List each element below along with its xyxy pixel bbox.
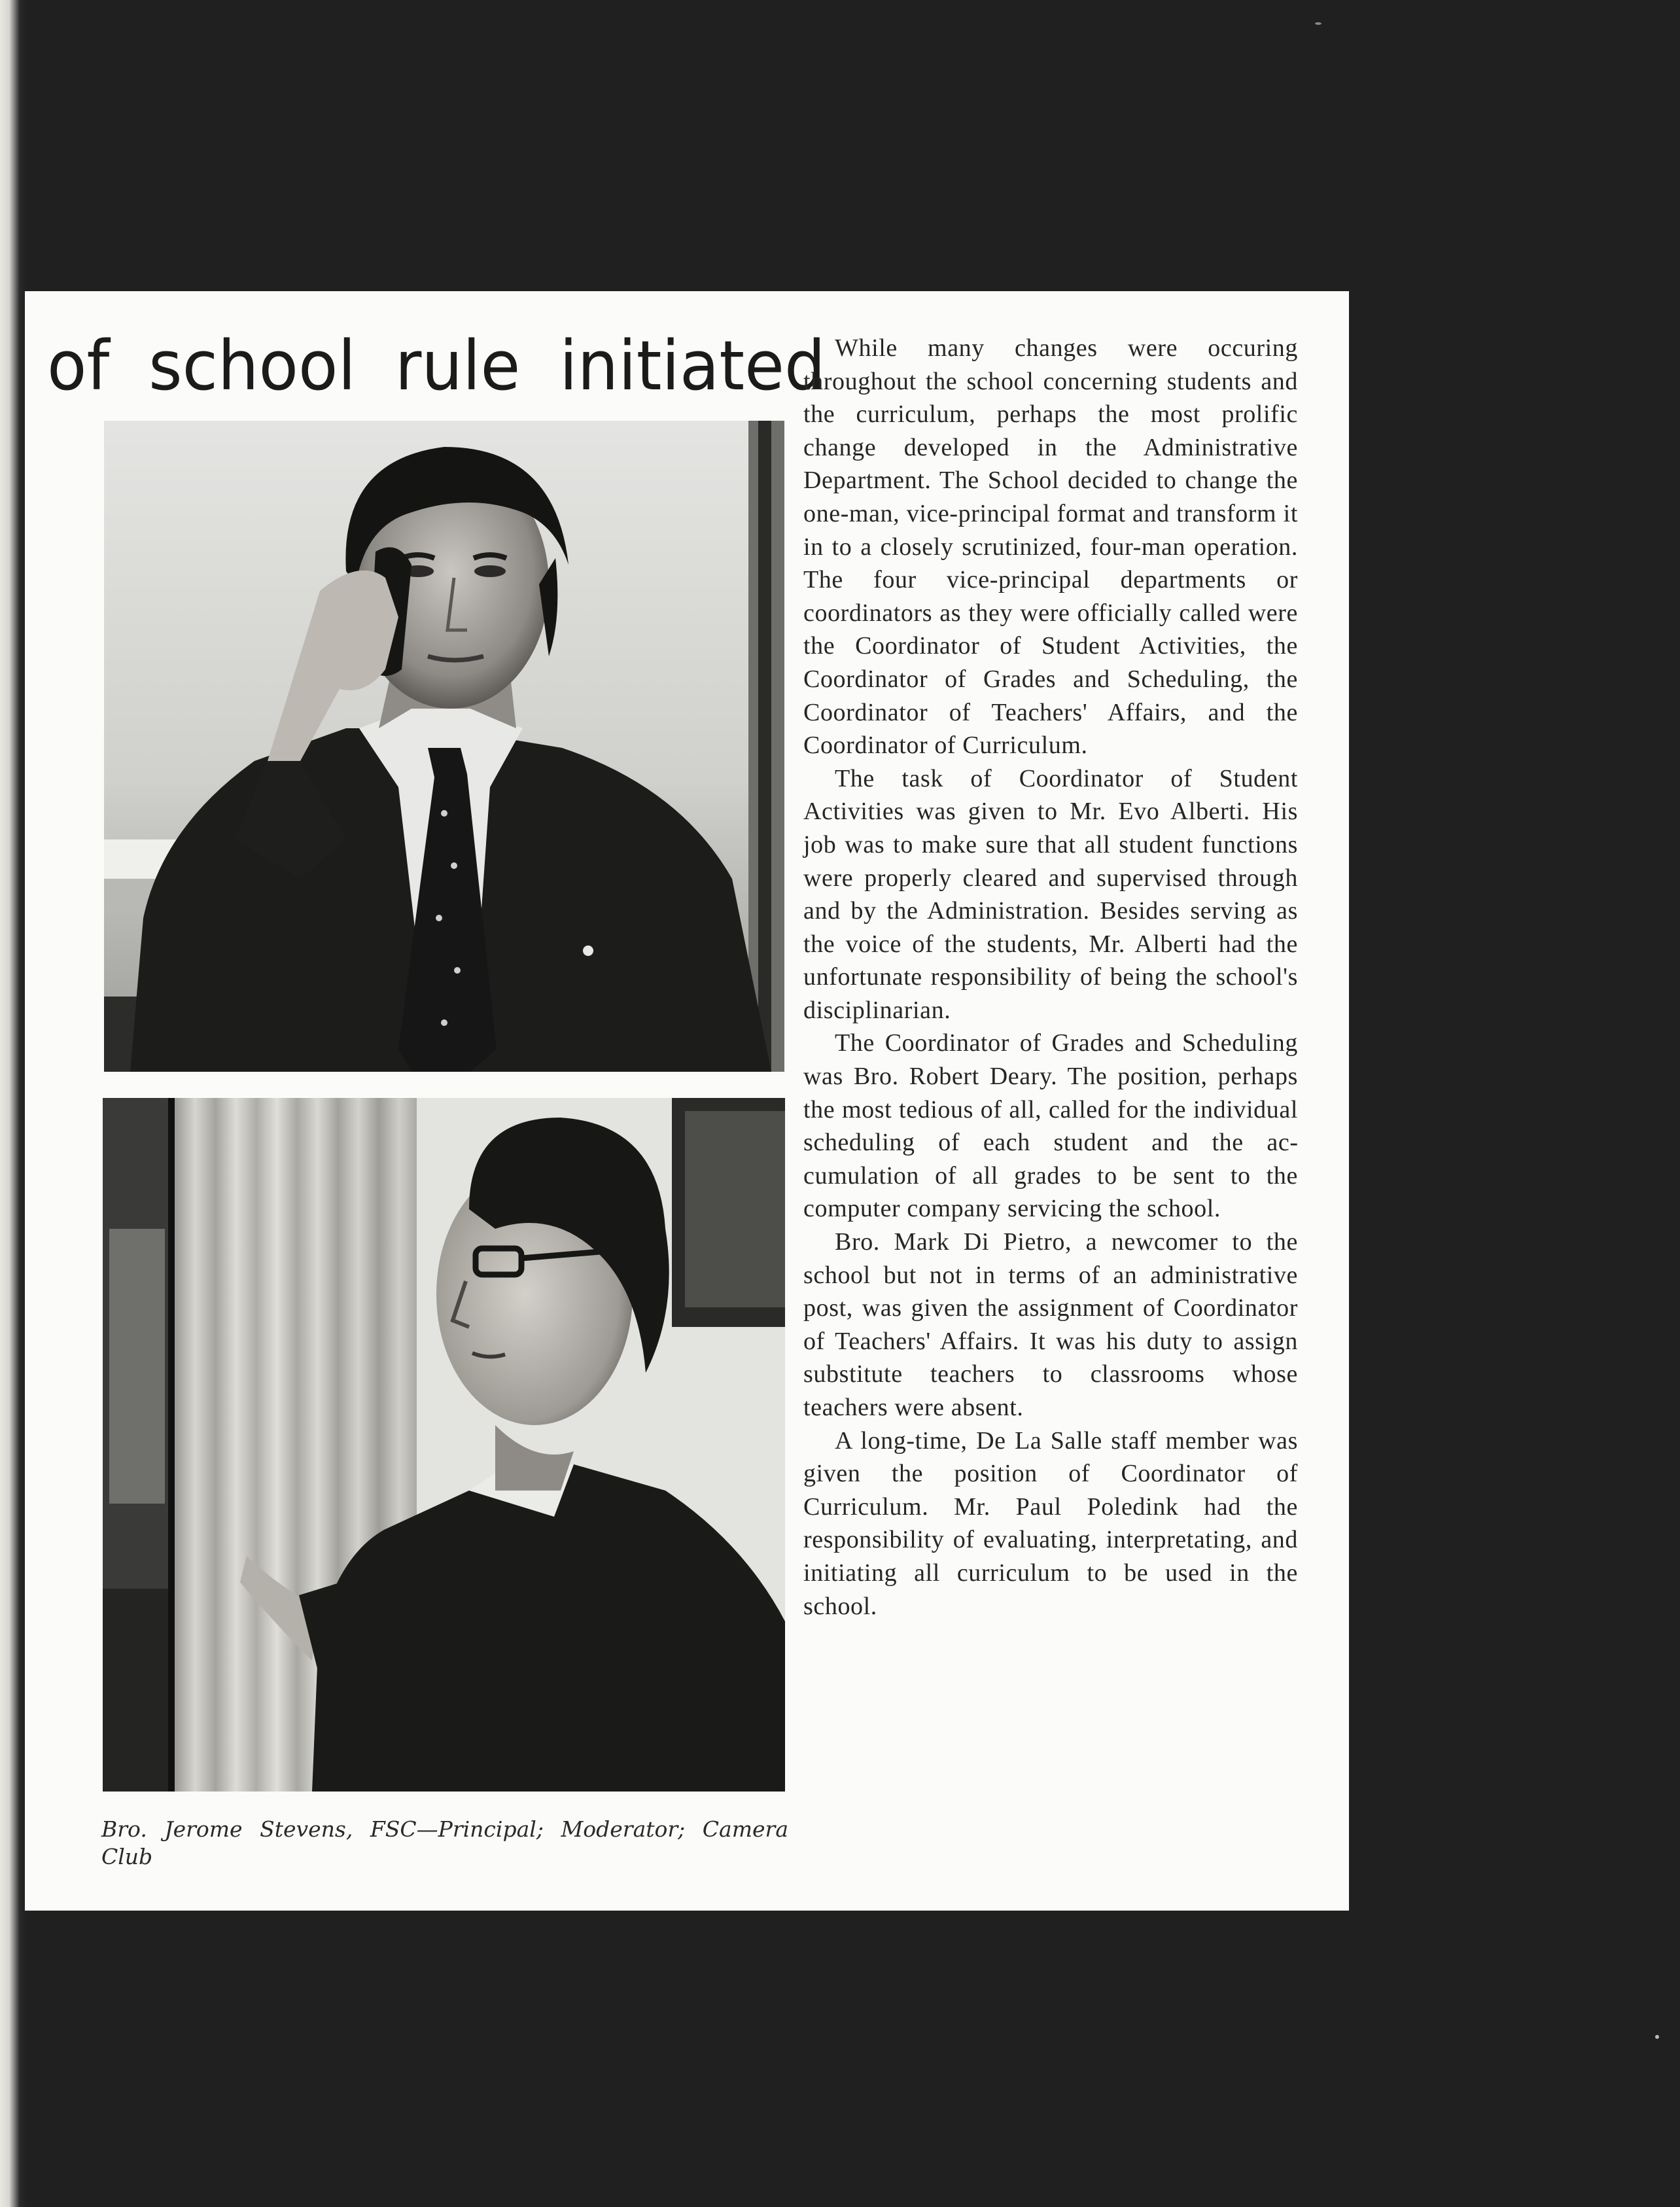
photo-man-at-curtain-image [103, 1098, 785, 1792]
dust-speck [1655, 2035, 1659, 2039]
article-paragraph: Bro. Mark Di Pietro, a newcomer to the school but not in terms of an administrative post, was given the assignment of Coordinator of Teachers' Affairs. It was his duty to assign substitute teachers to classrooms whose teachers were absent. [803, 1228, 1298, 1421]
yearbook-page [25, 291, 1349, 1911]
article-paragraph: A long-time, De La Salle staff member was given the position of Coordinator of Curriculum. Mr. Paul Poledink had the responsibility of evaluating, interpretating, and initiating all curriculum to be used in the school. [803, 1426, 1298, 1620]
page-headline: of school rule initiated [47, 326, 826, 406]
article-paragraph: While many changes were occuring throughout the school concerning students and the curriculum, perhaps the most prolific change developed in the Administrative Department. The School decided to change the one-man, vice-principal format and transform it in to a closely scrutinized, four-man operation. The four vice-principal departments or coordinators as they were officially called were the Coordinator of Student Activities, the Coordinator of Grades and Scheduling, the Coordinator of Teachers' Affairs, and the Coordinator of Curriculum. [803, 334, 1298, 760]
article-paragraph: The task of Coordinator of Student Activities was given to Mr. Evo Alberti. His job was to make sure that all student functions were properly cleared and supervised through and by the Administration. Besides serving as the voice of the students, Mr. Alberti had the unfortunate responsibility of being the school's disciplinarian. [803, 764, 1298, 1024]
photo-caption: Bro. Jerome Stevens, FSC—Principal; Moderator; Camera Club [101, 1816, 788, 1869]
photo-man-on-telephone [104, 421, 784, 1072]
photo-man-at-curtain [103, 1098, 785, 1792]
article-paragraph: The Coordinator of Grades and Scheduling was Bro. Robert Deary. The position, perhaps the most tedious of all, called for the individual scheduling of each student and the accumulation of all grades to be sent to the computer company servicing the school. [803, 1029, 1298, 1223]
scan-edge [0, 0, 26, 2207]
dust-speck [1315, 22, 1321, 25]
photo-man-on-telephone-image [104, 421, 784, 1072]
article-body [803, 332, 1298, 1623]
